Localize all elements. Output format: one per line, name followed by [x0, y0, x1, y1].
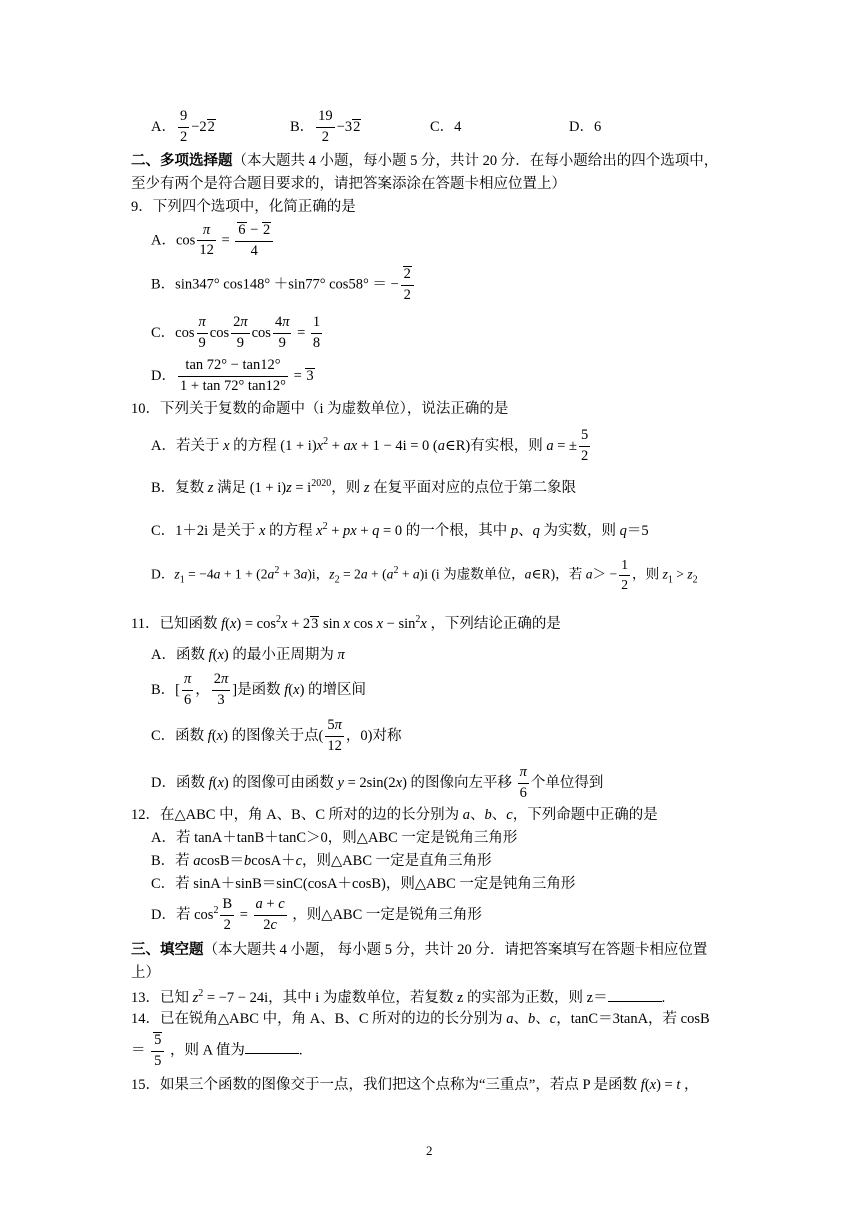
q11-option-d: D．函数 f(x) 的图像可由函数 y = 2sin(2x) 的图像向左平移 $\frac{\pi}{6}$ 个单位得到 [151, 764, 604, 801]
q11-option-a: A．函数 f(x) 的最小正周期为 π [151, 647, 345, 663]
q11-stem: 11．已知函数 $f(x) = \cos^2x + 23$ sin x $\cos x - \sin^2x$ ，下列结论正确的是 [131, 614, 561, 632]
q12-stem: 12．在△ABC 中，角 A、B、C 所对的边的长分别为 a、b、c，下列命题中正确的是 [131, 807, 658, 823]
section2-desc: （本大题共 4 小题，每小题 5 分，共计 20 分．在每小题给出的四个选项中， [232, 153, 719, 169]
q8-option-a: A． $\frac{9}{2}$ −22 [151, 108, 215, 145]
q9-option-d: D． $\frac{\tan 72^\circ - \tan 12^\circ}{1 + \tan 72^\circ \tan 12^\circ}$ = 3 [151, 357, 314, 394]
q9-option-a: A．cos $\frac{\pi}{12}$ = $\frac{6 - 2}{4}$ [151, 222, 275, 260]
q15: 15．如果三个函数的图像交于一点，我们把这个点称为“三重点”，若点 P 是函数 f(x) = t ， [131, 1077, 699, 1093]
q9-option-c: C．cos $\frac{\pi}{9}$ cos $\frac{2\pi}{9}$ cos $\frac{4\pi}{9}$ = $\frac{1}{8}$ [151, 314, 321, 351]
q9-stem: 9．下列四个选项中，化简正确的是 [131, 199, 356, 215]
section3-desc-line2: 上） [131, 965, 160, 981]
section2-heading [131, 154, 718, 169]
section3-heading [131, 943, 707, 958]
q12-option-b: B．若 acosB＝bcosA＋c，则△ABC 一定是直角三角形 [151, 853, 492, 869]
q10-option-a: A．若关于 x 的方程 $(1 + i)x^2$ + ax + 1 − 4i = 0 (a∈R)有实根，则 a = ± $\frac{5}{2}$ [151, 427, 589, 464]
section2-title: 二、多项选择题 [131, 153, 233, 169]
q14-answer-blank [245, 1041, 299, 1054]
q10-option-c: C．1＋2i 是关于 x 的方程 $x^2$ + px + q = 0 的一个根，其中 p、q 为实数，则 q＝5 [151, 521, 649, 539]
q13: 13．已知 $z^2 = -7 - 24i$，其中 i 为虚数单位，若复数 z 的实部为正数，则 z＝ . [131, 988, 666, 1006]
q11-option-b: B．[ $\frac{\pi}{6}$ ， $\frac{2\pi}{3}$ ]是函数 f(x) 的增区间 [151, 671, 367, 708]
q8-option-d: D．6 [569, 119, 602, 135]
section2-desc-line2: 至少有两个是符合题目要求的，请把答案添涂在答题卡相应位置上） [131, 176, 566, 192]
q8-option-b-fraction: $\frac{19}{2}$ [318, 108, 333, 145]
q14-line2: ＝ $\frac{5}{5}$ ，则 A 值为 . [131, 1032, 303, 1069]
section3-title: 三、填空题 [131, 942, 204, 958]
page-number: 2 [426, 1143, 433, 1158]
q10-option-b: B．复数 z 满足 $(1 + i)z = i^{2020}$，则 z 在复平面对应的点位于第二象限 [151, 478, 577, 496]
q8-option-c: C．4 [430, 119, 462, 135]
q10-stem: 10．下列关于复数的命题中（i 为虚数单位），说法正确的是 [131, 401, 509, 417]
q11-option-c: C．函数 f(x) 的图像关于点( $\frac{5\pi}{12}$ ，0)对称 [151, 717, 402, 754]
q10-option-d: D．$z_1 = -4a + 1 + (2a^2 + 3a)i$，$z_2 = 2a + (a^2 + a)i$ (i 为虚数单位，a∈R)，若 a＞ − $\frac{1}{2}$ ，则 $z_1 > z_2$ [151, 557, 698, 592]
q8-option-a-fraction: $\frac{9}{2}$ [179, 108, 188, 145]
q13-answer-blank [608, 989, 662, 1002]
q9-option-b: B．sin347° cos148° ＋sin77° cos58° ＝ − $\frac{2}{2}$ [151, 266, 416, 304]
section3-desc: （本大题共 4 小题， 每小题 5 分，共计 20 分．请把答案填写在答题卡相应位置 [203, 942, 708, 958]
q12-option-d: D．若 $\cos^2$ $\frac{B}{2}$ = $\frac{a + c}{2c}$ ，则△ABC 一定是锐角三角形 [151, 896, 482, 933]
q14-line1: 14．已在锐角△ABC 中，角 A、B、C 所对的边的长分别为 a、b、c，tanC＝3tanA，若 cosB [131, 1011, 710, 1027]
q8-option-b: B． $\frac{19}{2}$ −32 [290, 108, 361, 145]
q12-option-a: A．若 tanA＋tanB＋tanC＞0，则△ABC 一定是锐角三角形 [151, 830, 518, 846]
q12-option-c: C．若 sinA＋sinB＝sinC(cosA＋cosB)，则△ABC 一定是钝角三角形 [151, 876, 576, 892]
